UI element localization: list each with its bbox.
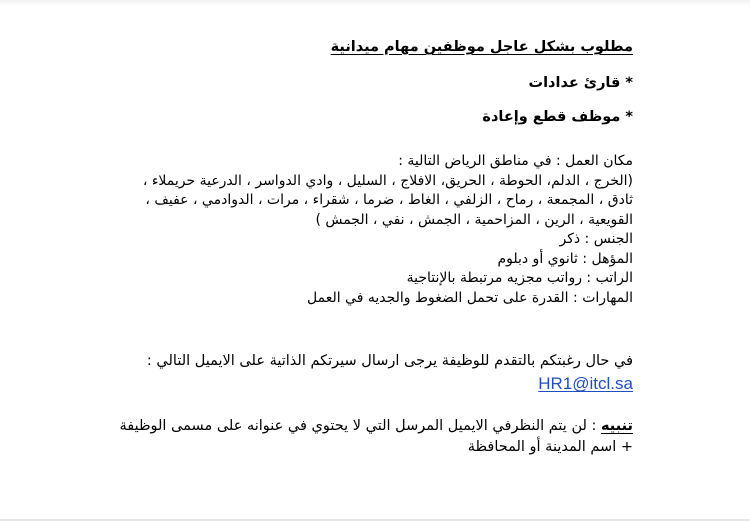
- email-link[interactable]: HR1@itcl.sa: [538, 374, 633, 393]
- apply-instructions: في حال رغبتكم بالتقدم للوظيفة يرجى ارسال سيرتكم الذاتية على الايميل التالي :: [146, 353, 633, 369]
- gender-line: الجنس : ذكر: [559, 231, 633, 247]
- work-location-label: مكان العمل : في مناطق الرياض التالية :: [398, 153, 633, 169]
- skills-line: المهارات : القدرة على تحمل الضغوط والجديه في العمل: [307, 289, 633, 306]
- locations-line-1: (الخرج ، الدلم، الحوطة ، الحريق، الافلاج ، السليل ، وادي الدواسر ، الدرعية حريملاء ،: [142, 172, 633, 189]
- salary-line: الراتب : رواتب مجزيه مرتبطة بالإنتاجية: [406, 270, 633, 286]
- job-details: [113, 152, 633, 308]
- page-title: مطلوب بشكل عاجل موظفين مهام ميدانية: [330, 39, 633, 55]
- position-cut-restore: * موظف قطع وإعادة: [482, 109, 633, 125]
- locations-line-2: ثادق ، المجمعة ، رماح ، الزلفي ، الغاط ، ضرما ، شقراء ، مرات ، الدوادمي ، عفيف ،: [145, 192, 633, 208]
- position-meter-reader: * قارئ عدادات: [528, 75, 633, 91]
- locations-line-3: القويعية ، الرين ، المزاحمية ، الجمش ، نفي ، الجمش ): [315, 211, 633, 228]
- document-content: [113, 36, 633, 458]
- notice-label: تنبيه: [601, 418, 633, 434]
- notice-text: : لن يتم النظرفي الايميل المرسل التي لا يحتوي في عنوانه على مسمى الوظيفة + اسم المدينة أو المحافظة: [119, 418, 633, 455]
- apply-section: [113, 351, 633, 396]
- qualification-line: المؤهل : ثانوي أو دبلوم: [497, 250, 633, 267]
- top-edge: [0, 0, 750, 6]
- notice-section: [113, 416, 633, 458]
